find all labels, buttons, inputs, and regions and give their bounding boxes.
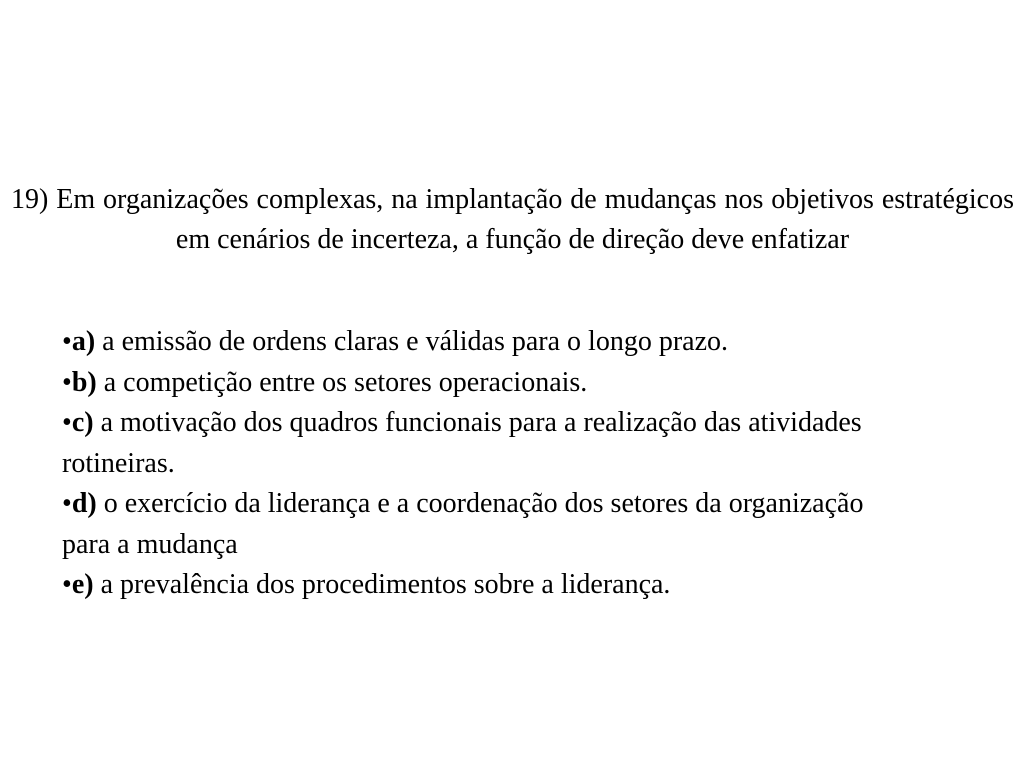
- bullet: •: [62, 488, 72, 519]
- option-text: a competição entre os setores operacionais.: [96, 366, 588, 398]
- option-text: a emissão de ordens claras e válidas para o longo prazo.: [95, 326, 729, 357]
- option-c: [62, 403, 912, 484]
- bullet: •: [62, 569, 72, 600]
- option-letter: a): [71, 326, 96, 357]
- option-letter: c): [71, 407, 94, 438]
- option-d: [62, 484, 912, 565]
- bullet: •: [62, 326, 72, 357]
- option-text: o exercício da liderança e a coordenação dos setores da organização para a mudança: [62, 488, 864, 560]
- option-a: [62, 322, 912, 363]
- option-letter: d): [71, 488, 97, 519]
- question-text: 19) Em organizações complexas, na implantação de mudanças nos objetivos estratégicos em cenários de incerteza, a função de direção deve enfatizar: [11, 184, 1014, 255]
- option-text: a motivação dos quadros funcionais para a realização das atividades rotineiras.: [62, 407, 862, 479]
- bullet: •: [62, 366, 72, 398]
- option-letter: b): [71, 366, 97, 398]
- option-e: [62, 565, 912, 606]
- option-letter: e): [71, 569, 94, 600]
- option-text: a prevalência dos procedimentos sobre a liderança.: [93, 569, 671, 600]
- answer-options: [62, 322, 912, 606]
- option-b: [62, 363, 912, 404]
- bullet: •: [62, 407, 72, 438]
